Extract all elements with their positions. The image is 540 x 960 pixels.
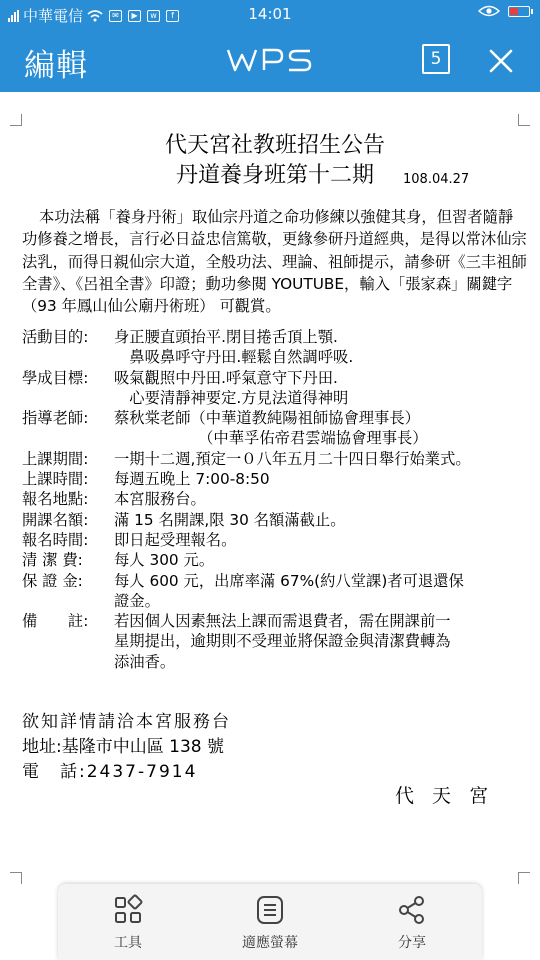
row-text: 滿 15 名開課,限 30 名額滿截止。 xyxy=(114,510,346,529)
row-text-2: （中華孚佑帝君雲端協會理事長） xyxy=(114,429,428,448)
info-row-registration xyxy=(22,530,528,550)
tools-label: 工具 xyxy=(114,935,142,951)
messenger-icon: w xyxy=(147,10,160,22)
row-label: 指導老師: xyxy=(22,409,89,428)
contact-block xyxy=(22,710,231,785)
info-row-period xyxy=(22,449,528,469)
carrier-name: 中華電信 xyxy=(23,7,84,25)
share-label: 分享 xyxy=(398,935,426,951)
info-row-cleaning-fee xyxy=(22,550,528,570)
info-row-location xyxy=(22,489,528,509)
intro-paragraph: 本功法稱「養身丹術」取仙宗丹道之命功修練以強健其身，但習者隨靜功修養之增長，言行必日益忠信篤敬，更緣參研丹道經典，是得以常沐仙宗法乳，而得日親仙宗大道，全般功法、理論、祖師提示，請參研《三丰祖師全書》、《呂祖全書》印證；動功參閱 YOUTUBE，輸入「張家森」關鍵字 （93 年鳳山仙公廟丹術班） 可觀賞。 xyxy=(22,208,527,316)
contact-phone: 電 話:2437-7914 xyxy=(22,762,198,782)
row-text-2: 證金。 xyxy=(114,591,160,610)
info-row-purpose xyxy=(22,327,528,368)
edit-button[interactable]: 編輯 xyxy=(24,48,88,84)
row-text: 一期十二週,預定一０八年五月二十四日舉行始業式。 xyxy=(114,449,471,468)
row-text: 即日起受理報名。 xyxy=(114,530,237,549)
row-label: 開課名額: xyxy=(22,510,89,529)
row-text-2: 鼻吸鼻呼守丹田.輕鬆自然調呼吸. xyxy=(114,348,354,367)
bottom-toolbar xyxy=(58,884,482,960)
page-count-button[interactable]: 5 xyxy=(422,44,450,74)
row-label: 備 註: xyxy=(22,612,89,631)
info-row-teacher xyxy=(22,408,528,449)
info-row-goal xyxy=(22,368,528,409)
row-label: 上課時間: xyxy=(22,470,89,489)
row-label: 報名時間: xyxy=(22,530,89,549)
grid-icon xyxy=(112,894,144,926)
row-label: 學成目標: xyxy=(22,368,89,387)
row-text: 吸氣觀照中丹田.呼氣意守下丹田. xyxy=(114,368,338,387)
row-text: 身正腰直頭抬平.閉目捲舌頂上顎. xyxy=(114,328,338,346)
mail-icon: ✉ xyxy=(109,10,122,22)
eye-icon xyxy=(478,5,500,17)
row-text: 本宮服務台。 xyxy=(114,490,206,509)
video-icon: ▶ xyxy=(128,10,141,22)
battery-icon xyxy=(508,6,530,17)
document-title: 代天宮社教班招生公告 xyxy=(164,133,385,158)
status-time: 14:01 xyxy=(248,5,292,23)
document-subtitle: 丹道養身班第十二期 xyxy=(175,163,374,188)
document-date: 108.04.27 xyxy=(403,172,470,187)
document-page xyxy=(0,92,540,960)
info-row-deposit xyxy=(22,571,528,612)
crop-mark xyxy=(10,872,22,884)
row-text: 每週五晚上 7:00-8:50 xyxy=(114,470,270,489)
tools-button[interactable] xyxy=(58,894,198,952)
crop-mark xyxy=(10,114,22,126)
share-icon xyxy=(396,894,428,926)
row-text: 若因個人因素無法上課而需退費者，需在開課前一 xyxy=(114,612,451,631)
status-right xyxy=(478,5,530,17)
row-text: 蔡秋棠老師（中華道教純陽祖師協會理事長） xyxy=(114,409,420,428)
facebook-icon: f xyxy=(166,10,179,22)
info-row-quota xyxy=(22,510,528,530)
row-label: 上課期間: xyxy=(22,449,89,468)
row-label: 活動目的: xyxy=(22,328,89,346)
app-bar xyxy=(0,30,540,92)
fit-screen-icon xyxy=(254,894,286,926)
fit-screen-label: 適應螢幕 xyxy=(242,935,298,951)
crop-mark xyxy=(518,114,530,126)
info-rows xyxy=(22,327,528,672)
row-text-3: 添油香。 xyxy=(114,652,176,671)
row-text: 每人 600 元，出席率滿 67%(約八堂課)者可退還保 xyxy=(114,571,464,590)
signature: 代 天 宮 xyxy=(395,785,495,807)
info-row-remarks xyxy=(22,611,528,672)
close-icon[interactable] xyxy=(484,44,518,78)
share-button[interactable] xyxy=(342,894,482,952)
row-text: 每人 300 元。 xyxy=(114,551,215,570)
row-text-2: 星期提出，逾期則不受理並將保證金與清潔費轉為 xyxy=(114,632,451,651)
wps-logo xyxy=(226,46,316,74)
row-text-2: 心要清靜神要定.方見法道得神明 xyxy=(114,388,349,407)
row-label: 報名地點: xyxy=(22,490,89,509)
status-bar xyxy=(0,0,540,30)
fit-screen-button[interactable] xyxy=(200,894,340,952)
contact-line-1: 欲知詳情請洽本宮服務台 xyxy=(22,712,231,732)
crop-mark xyxy=(518,872,530,884)
row-label: 清 潔 費: xyxy=(22,551,83,570)
contact-address: 地址:基隆市中山區 138 號 xyxy=(22,737,224,757)
info-row-time xyxy=(22,469,528,489)
row-label: 保 證 金: xyxy=(22,571,83,590)
